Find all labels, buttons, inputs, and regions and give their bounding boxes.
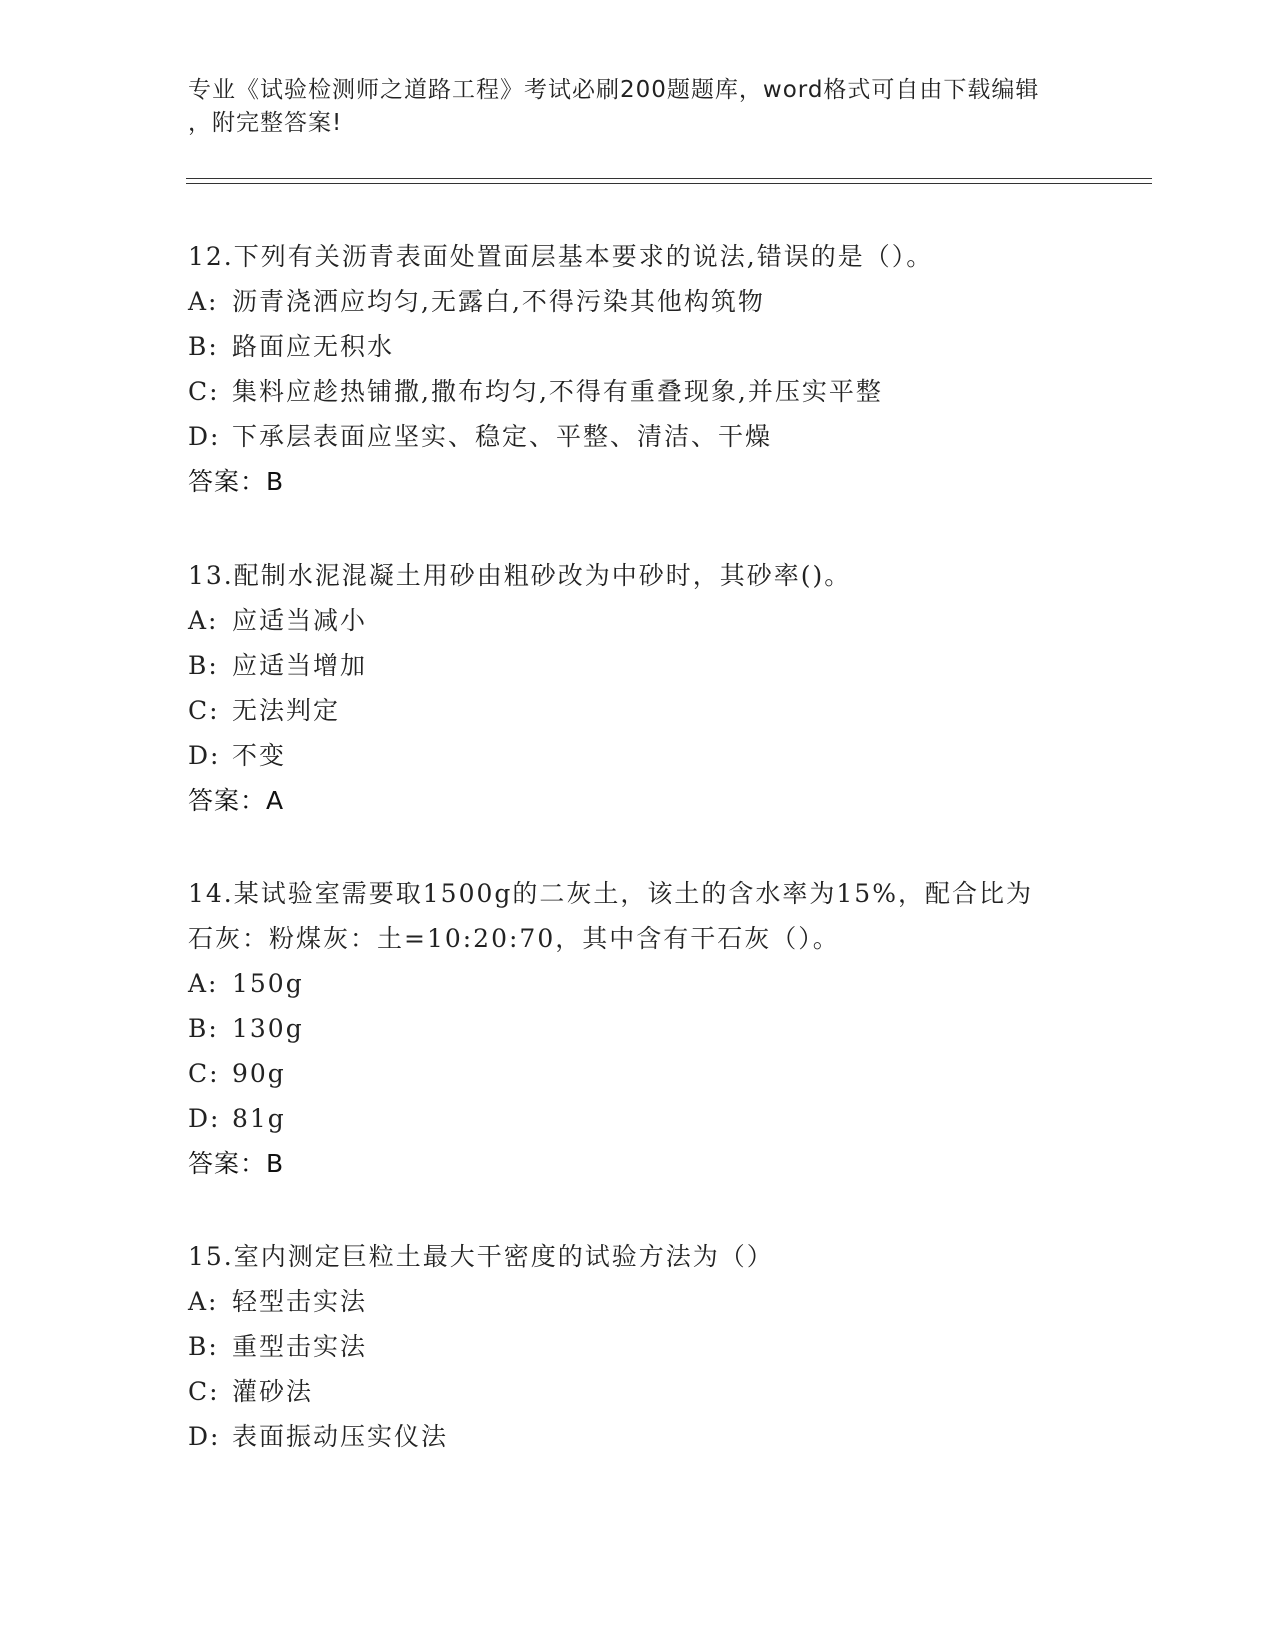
option-text: 灌砂法: [232, 1377, 314, 1406]
option-letter: D:: [188, 741, 221, 770]
option-d: [188, 1414, 1088, 1459]
option-letter: C:: [188, 1059, 220, 1088]
document-header: [188, 74, 1068, 140]
option-text: 轻型击实法: [232, 1287, 368, 1316]
option-text: 90g: [232, 1059, 286, 1088]
option-b: [188, 1324, 1088, 1369]
answer-line: 答案：B: [188, 1149, 285, 1178]
option-c: [188, 688, 1088, 733]
question-14: [188, 871, 1088, 1186]
option-text: 无法判定: [232, 696, 341, 725]
option-b: [188, 1006, 1088, 1051]
option-text: 重型击实法: [232, 1332, 368, 1361]
option-text: 路面应无积水: [232, 332, 395, 361]
option-a: [188, 961, 1088, 1006]
option-text: 应适当减小: [232, 606, 368, 635]
option-b: [188, 643, 1088, 688]
option-text: 沥青浇洒应均匀,无露白,不得污染其他构筑物: [232, 287, 765, 316]
header-divider-top: [186, 178, 1152, 179]
option-d: [188, 1096, 1088, 1141]
option-text: 下承层表面应坚实、稳定、平整、清洁、干燥: [232, 422, 773, 451]
option-a: [188, 279, 1088, 324]
option-c: [188, 1051, 1088, 1096]
option-text: 不变: [232, 741, 287, 770]
option-letter: C:: [188, 377, 220, 406]
option-letter: A:: [188, 606, 219, 635]
question-stem-continued: 石灰：粉煤灰：土=10:20:70，其中含有干石灰（）。: [188, 924, 840, 953]
question-13: [188, 553, 1088, 823]
question-stem: 12.下列有关沥青表面处置面层基本要求的说法,错误的是（）。: [188, 242, 934, 271]
option-letter: C:: [188, 696, 220, 725]
header-line-2: ，附完整答案!: [188, 110, 343, 136]
question-stem: 15.室内测定巨粒土最大干密度的试验方法为（）: [188, 1242, 774, 1271]
question-stem: 13.配制水泥混凝土用砂由粗砂改为中砂时，其砂率()。: [188, 561, 852, 590]
option-letter: C:: [188, 1377, 220, 1406]
option-letter: A:: [188, 287, 219, 316]
option-b: [188, 324, 1088, 369]
option-text: 130g: [232, 1014, 304, 1043]
option-text: 150g: [232, 969, 304, 998]
question-12: [188, 234, 1088, 504]
option-c: [188, 1369, 1088, 1414]
answer-line: 答案：A: [188, 786, 285, 815]
option-d: [188, 414, 1088, 459]
option-c: [188, 369, 1088, 414]
option-text: 81g: [232, 1104, 286, 1133]
header-divider-bottom: [186, 183, 1152, 184]
option-text: 表面振动压实仪法: [232, 1422, 449, 1451]
option-letter: D:: [188, 1422, 221, 1451]
option-letter: B:: [188, 651, 219, 680]
option-text: 应适当增加: [232, 651, 368, 680]
question-stem: 14.某试验室需要取1500g的二灰土，该土的含水率为15%，配合比为: [188, 879, 1033, 908]
option-a: [188, 598, 1088, 643]
option-letter: B:: [188, 1014, 219, 1043]
option-letter: D:: [188, 422, 221, 451]
option-letter: A:: [188, 1287, 219, 1316]
option-letter: A:: [188, 969, 219, 998]
option-letter: B:: [188, 1332, 219, 1361]
question-15: [188, 1234, 1088, 1459]
option-letter: D:: [188, 1104, 221, 1133]
option-a: [188, 1279, 1088, 1324]
answer-line: 答案：B: [188, 467, 285, 496]
option-d: [188, 733, 1088, 778]
header-line-1: 专业《试验检测师之道路工程》考试必刷200题题库，word格式可自由下载编辑: [188, 77, 1040, 103]
option-letter: B:: [188, 332, 219, 361]
option-text: 集料应趁热铺撒,撒布均匀,不得有重叠现象,并压实平整: [232, 377, 883, 406]
